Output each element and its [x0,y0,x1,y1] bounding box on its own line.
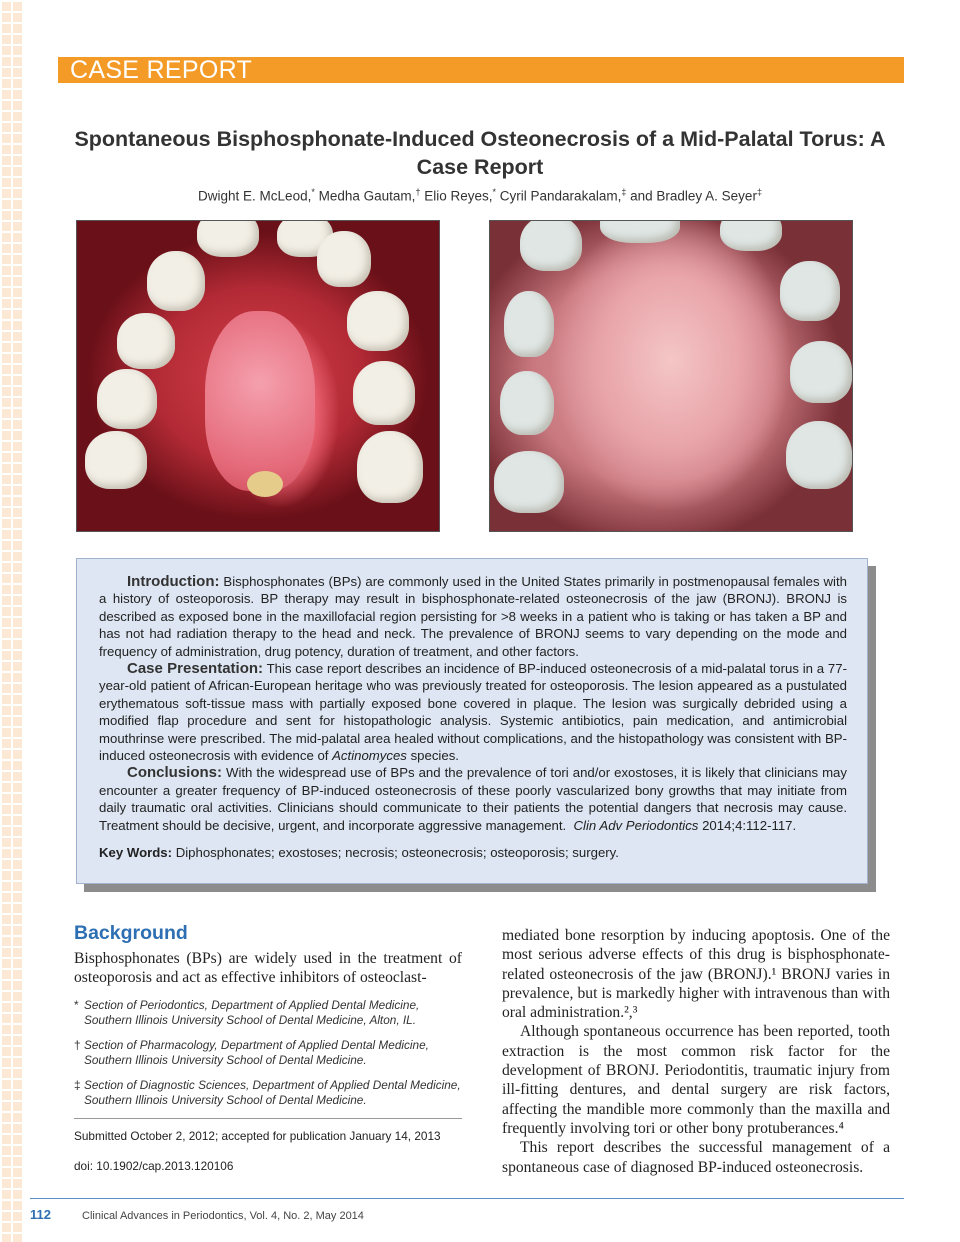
author-list [60,187,900,204]
background-paragraph: This report describes the successful management of a spontaneous case of diagnosed BP-induced osteonecrosis. [502,1139,890,1176]
affiliation-text: Section of Pharmacology, Department of Applied Dental Medicine, Southern Illinois University School of Dental Medicine. [84,1037,429,1067]
abstract-box [76,558,868,884]
affiliation-mark: * [492,187,497,197]
background-heading: Background [74,922,188,944]
citation-journal: Clin Adv Periodontics [573,817,699,833]
clinical-photo-preop [76,220,440,532]
right-column [502,926,890,1177]
abstract-heading: Conclusions: [127,764,223,782]
author: Elio Reyes, [424,188,493,204]
affiliation-mark: † [415,187,421,197]
abstract-text: With the widespread use of BPs and the prevalence of tori and/or exostoses, it is likely that clinicians may encounter a greater frequency of BP-induced osteonecrosis of these poorly vascularized bony growths that may initiate from daily traumatic oral activities. Clinicians should communicate to their patients the potential dangers that necrosis may cause. Treatment should be decisive, urgent, and incorporate aggressive management. [99,765,847,833]
journal-info: Clinical Advances in Periodontics, Vol. 4, No. 2, May 2014 [82,1210,364,1222]
page-edge-pattern [0,0,22,1242]
abstract-introduction [99,573,847,660]
abstract-genus: Actinomyces [332,748,407,764]
keywords-heading: Key Words: [99,845,173,861]
author: and Bradley A. Seyer [630,188,757,204]
author: Dwight E. McLeod, [198,188,312,204]
abstract-text: This case report describes an incidence of BP-induced osteonecrosis of a mid-palatal torus in a 77-year-old patient of African-European heritage who was previously treated for osteoporosis. The lesion appeared as a pustulated erythematous soft-tissue mass with partially exposed bone covered in plaque. The lesion was surgically debrided using a modified flap procedure and sent for histopathologic analysis. Systemic antibiotics, pain medication, and antimicrobial mouthrinse were prescribed. The mid-palatal area healed without complications, and the histopathology was consistent with BP-induced osteonecrosis with evidence of [99,661,847,764]
affiliation [74,998,462,1028]
footer-rule [30,1198,904,1199]
citation-details: 2014;4:112-117. [702,817,797,833]
abstract-text: species. [410,748,459,764]
affiliation-text: Section of Periodontics, Department of Applied Dental Medicine, Southern Illinois University School of Dental Medicine, Alton, IL. [84,997,420,1027]
keywords [99,844,847,861]
affiliations [74,998,462,1108]
doi: doi: 10.1902/cap.2013.120106 [74,1158,234,1173]
background-paragraph: mediated bone resorption by inducing apoptosis. One of the most serious adverse effects of this drug is bisphosphonate-related osteonecrosis of the jaw (BRONJ).¹ BRONJ varies in prevalence, but is markedly higher with intravenous than with oral administration.²,³ [502,927,890,1022]
affiliation-text: Section of Diagnostic Sciences, Department of Applied Dental Medicine, Southern Illinois University School of Dental Medicine. [84,1077,461,1107]
author: Cyril Pandarakalam, [499,188,622,204]
author: Medha Gautam, [318,188,416,204]
affiliation-mark: * [74,997,79,1012]
abstract-heading: Introduction: [127,573,220,590]
abstract-heading: Case Presentation: [127,660,264,678]
affiliation-mark: ‡ [74,1077,81,1092]
affiliation-mark: * [311,187,315,197]
page-number: 112 [30,1207,51,1222]
article-title: Spontaneous Bisphosphonate-Induced Osteonecrosis of a Mid-Palatal Torus: A Case Report [74,127,886,179]
keywords-text: Diphosphonates; exostoses; necrosis; osteonecrosis; osteoporosis; surgery. [175,845,619,861]
divider [74,1118,462,1119]
abstract-conclusions [99,764,847,834]
background-paragraph: Although spontaneous occurrence has been reported, tooth extraction is the most common risk factor for the development of BRONJ. Periodontitis, traumatic injury from ill-fitting dentures, and dental surgery are risk factors, affecting the mandible more commonly than the maxilla and frequently involving tori or other bony protuberances.⁴ [502,1023,890,1137]
affiliation [74,1038,462,1068]
clinical-photo-postop [489,220,853,532]
affiliation-mark: † [74,1037,81,1052]
affiliation-mark: ‡ [621,187,627,197]
affiliation [74,1078,462,1108]
left-column [74,922,462,1173]
section-banner: CASE REPORT [58,57,904,83]
abstract-case [99,660,847,764]
abstract-text: Bisphosphonates (BPs) are commonly used in the United States primarily in postmenopausal females with a history of osteoporosis. BP therapy may result in bisphosphonate-related osteonecrosis of the jaw (BRONJ). BRONJ is described as exposed bone in the maxillofacial region persisting for >8 weeks in a patient who is taking or has taken a BP and has not had radiation therapy to the head and neck. The prevalence of BRONJ seems to vary depending on the mode and frequency of administration, drug potency, duration of treatment, and other factors. [99,574,847,659]
background-paragraph: Bisphosphonates (BPs) are widely used in the treatment of osteoporosis and act as effective inhibitors of osteoclast- [74,950,462,987]
affiliation-mark: ‡ [756,187,762,197]
submission-dates: Submitted October 2, 2012; accepted for publication January 14, 2013 [74,1128,441,1143]
page-footer [30,1207,364,1222]
